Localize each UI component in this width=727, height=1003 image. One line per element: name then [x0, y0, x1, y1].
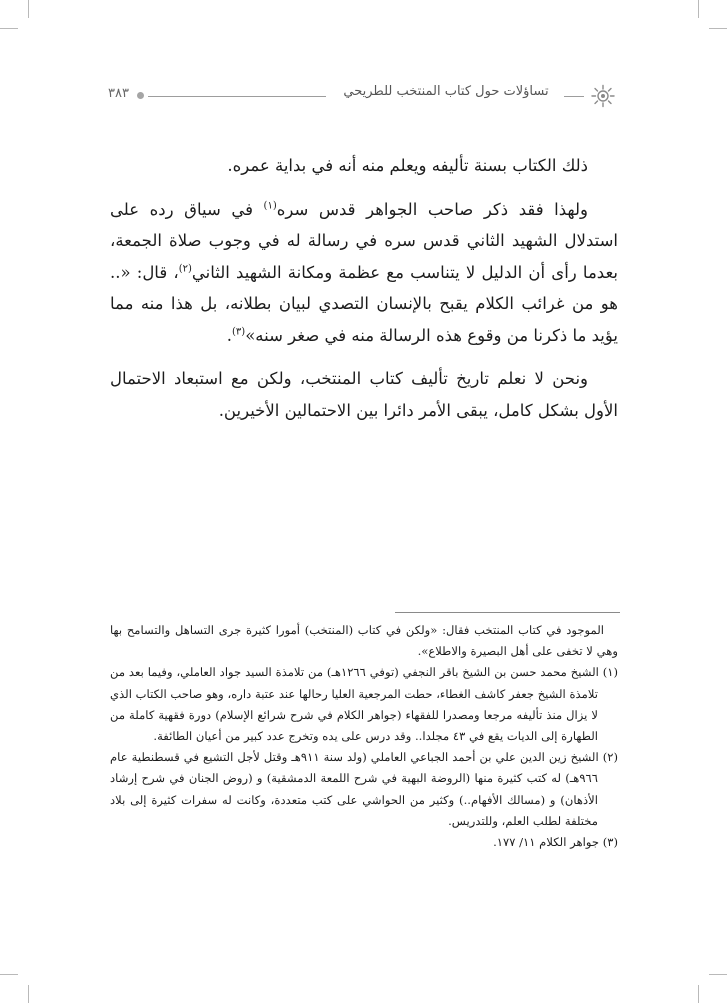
footnotes: [110, 620, 618, 853]
paragraph-text: في سياق رده على استدلال الشهيد الثاني قدس سره في رسالة له في وجوب صلاة الجمعة، بعدما رأى أن الدليل لا يتناسب مع عظمة ومكانة الشهيد الثاني: [110, 199, 618, 282]
crop-mark: [698, 985, 699, 1003]
paragraph: [110, 150, 618, 182]
paragraph-text: ذلك الكتاب بسنة تأليفه ويعلم منه أنه في بداية عمره.: [227, 156, 588, 175]
main-text: [110, 150, 618, 438]
footnote: (١) الشيخ محمد حسن بن الشيخ باقر النجفي (توفي ١٢٦٦هـ) من تلامذة السيد جواد العاملي، وفيما بعد من تلامذة الشيخ جعفر كاشف الغطاء، حطت المرجعية العليا رحالها عند عتبة داره، وهو صاحب الكتاب الذي لا يزال منذ تأليفه مرجعا ومصدرا للفقهاء (جواهر الكلام في شرح شرائع الإسلام) دورة فقهية كاملة من الطهارة إلى الديات يقع في ٤٣ مجلدا.. وقد درس على يده وتخرج عدد كبير من أعيان الطائفة.: [110, 665, 619, 744]
paragraph-text: ولهذا فقد ذكر صاحب الجواهر قدس سره: [276, 199, 588, 219]
paragraph-text: ، قال: «.. هو من غرائب الكلام يقبح بالإنسان التصدي لبيان بطلانه، بل هذا منه مما يؤيد ما ذكرنا من وقوع هذه الرسالة منه في صغر سنه»: [110, 262, 618, 345]
dot-icon: [137, 92, 144, 99]
crop-mark: [698, 0, 699, 18]
footnote-rule: [395, 612, 620, 613]
paragraph-text: .: [226, 325, 232, 345]
footnote-marker: (٣): [232, 326, 246, 337]
page-header: [108, 84, 618, 108]
header-rule: [564, 96, 584, 97]
crop-mark: [0, 28, 18, 29]
footnote: (٢) الشيخ زين الدين علي بن أحمد الجباعي العاملي (ولد سنة ٩١١هـ وقتل لأجل التشيع في قسطنطية عام ٩٦٦هـ) له كتب كثيرة منها (الروضة البهية في شرح اللمعة الدمشقية) و (روض الجنان في شرح إرشاد الأذهان) و (مسالك الأفهام..) وكثير من الحواشي على كتب متعددة، وكانت له سفرات كثيرة إلى بلاد مختلفة لطلب العلم، وللتدريس.: [110, 750, 618, 828]
crop-mark: [0, 974, 18, 975]
paragraph: [110, 194, 618, 352]
page-number: ٣٨٣: [108, 86, 129, 101]
running-title: تساؤلات حول كتاب المنتخب للطريحي: [343, 84, 549, 99]
header-rule: [148, 96, 326, 97]
paragraph-text: ونحن لا نعلم تاريخ تأليف كتاب المنتخب، ولكن مع استبعاد الاحتمال الأول بشكل كامل، يبقى الأمر دائرا بين الاحتمالين الأخيرين.: [110, 369, 618, 420]
footnote-marker: (١): [263, 200, 277, 211]
footnote: (٣) جواهر الكلام ١١/ ١٧٧.: [493, 835, 618, 850]
crop-mark: [709, 974, 727, 975]
crop-mark: [709, 28, 727, 29]
footnote-continuation: الموجود في كتاب المنتخب فقال: «ولكن في كتاب (المنتخب) أمورا كثيرة جرى التساهل والتسامح بها وهي لا تخفى على أهل البصيرة والاطلاع».: [110, 623, 618, 659]
sun-ornament-icon: [590, 84, 616, 108]
crop-mark: [28, 985, 29, 1003]
crop-mark: [28, 0, 29, 18]
footnote-marker: (٢): [178, 263, 192, 274]
paragraph: [110, 363, 618, 426]
